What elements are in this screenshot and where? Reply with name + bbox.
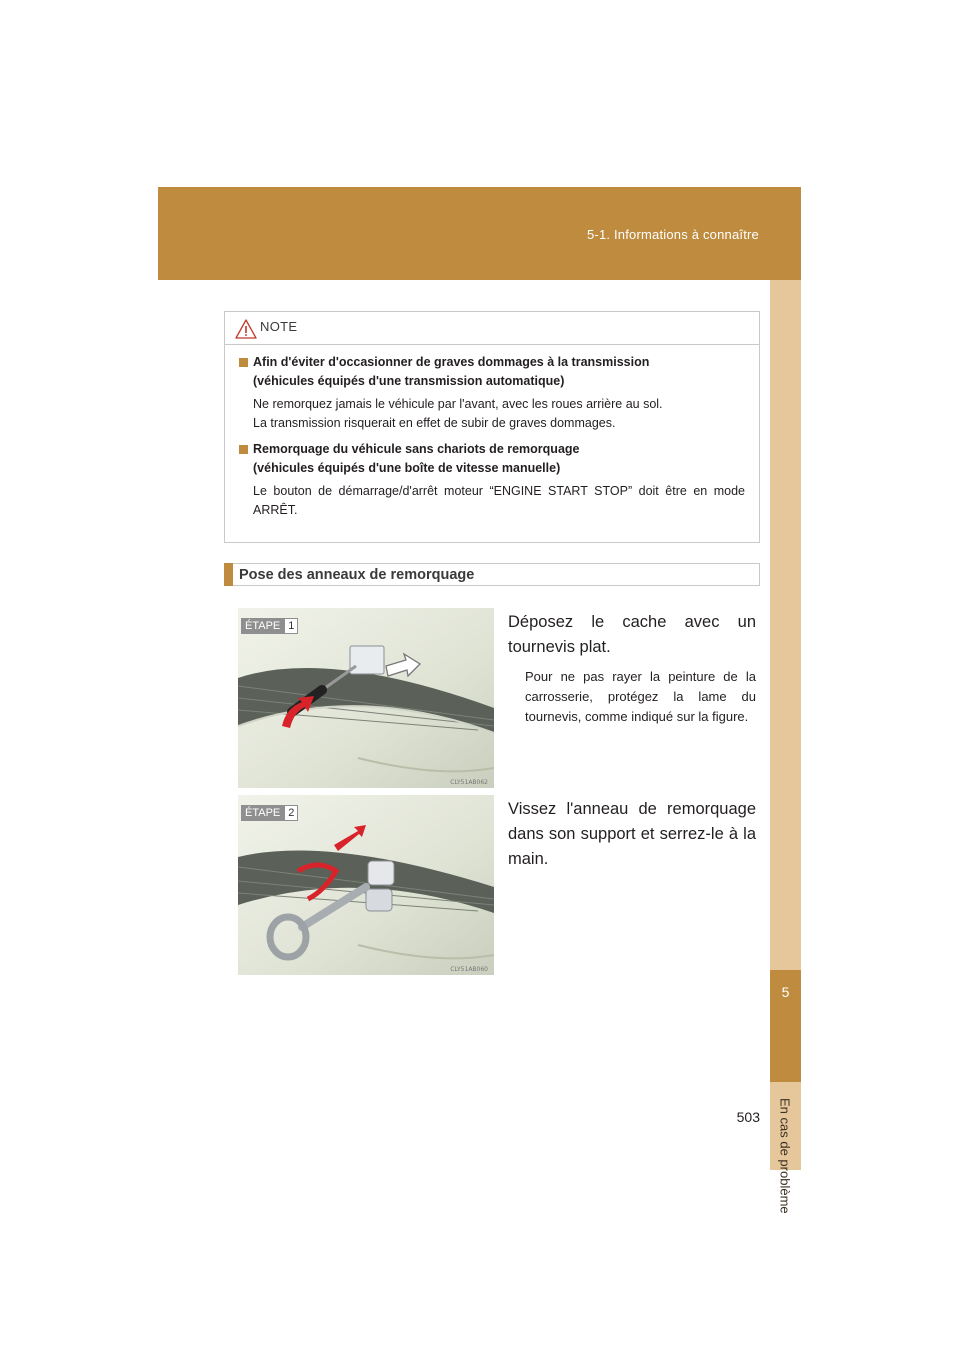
note-heading-line: (véhicules équipés d'une transmission automatique) [253,374,565,388]
chapter-side-tab [770,280,801,1214]
figure-code: CLY51AB060 [450,966,488,973]
section-accent [224,563,233,586]
note-heading-line: (véhicules équipés d'une boîte de vitesse manuelle) [253,461,561,475]
step-word: ÉTAPE [241,618,284,634]
step1-illustration [238,608,494,788]
figure-code: CLY51AB062 [450,779,488,786]
section-heading-bar [224,563,760,586]
bullet-square-icon [239,358,248,367]
note-title: NOTE [260,319,298,334]
note-text-line: La transmission risquerait en effet de subir de graves dommages. [253,416,616,430]
tow-ring-icon [238,795,494,975]
note-item [239,440,745,520]
note-header [225,312,759,345]
section-title: Pose des anneaux de remorquage [239,566,475,583]
note-body [225,345,759,520]
note-box [224,311,760,543]
step-label [241,805,298,821]
note-text: Le bouton de démarrage/d'arrêt moteur “ENGINE START STOP” doit être en mode ARRÊT. [253,484,745,517]
step-number: 1 [284,618,298,634]
step1-instruction: Déposez le cache avec un tournevis plat. [508,613,756,656]
header-band [158,187,801,280]
note-item [239,353,745,433]
step-label [241,618,298,634]
page-number: 503 [736,1109,760,1125]
chapter-number: 5 [781,984,790,1000]
step2-instruction: Vissez l'anneau de remorquage dans son support et serrez-le à la main. [508,800,756,868]
warning-triangle-icon [234,318,258,340]
step-word: ÉTAPE [241,805,284,821]
step-number: 2 [284,805,298,821]
note-heading-line: Afin d'éviter d'occasionner de graves dommages à la transmission [253,355,650,369]
bullet-square-icon [239,445,248,454]
step2-illustration [238,795,494,975]
screwdriver-icon [238,608,494,788]
note-heading-line: Remorquage du véhicule sans chariots de remorquage [253,442,580,456]
step1-sub-instruction: Pour ne pas rayer la peinture de la carrosserie, protégez la lame du tournevis, comme indiqué sur la figure. [525,669,756,724]
note-text-line: Ne remorquez jamais le véhicule par l'avant, avec les roues arrière au sol. [253,397,663,411]
chapter-label: En cas de problème [777,1098,793,1214]
section-header-title: 5-1. Informations à connaître [586,227,759,242]
